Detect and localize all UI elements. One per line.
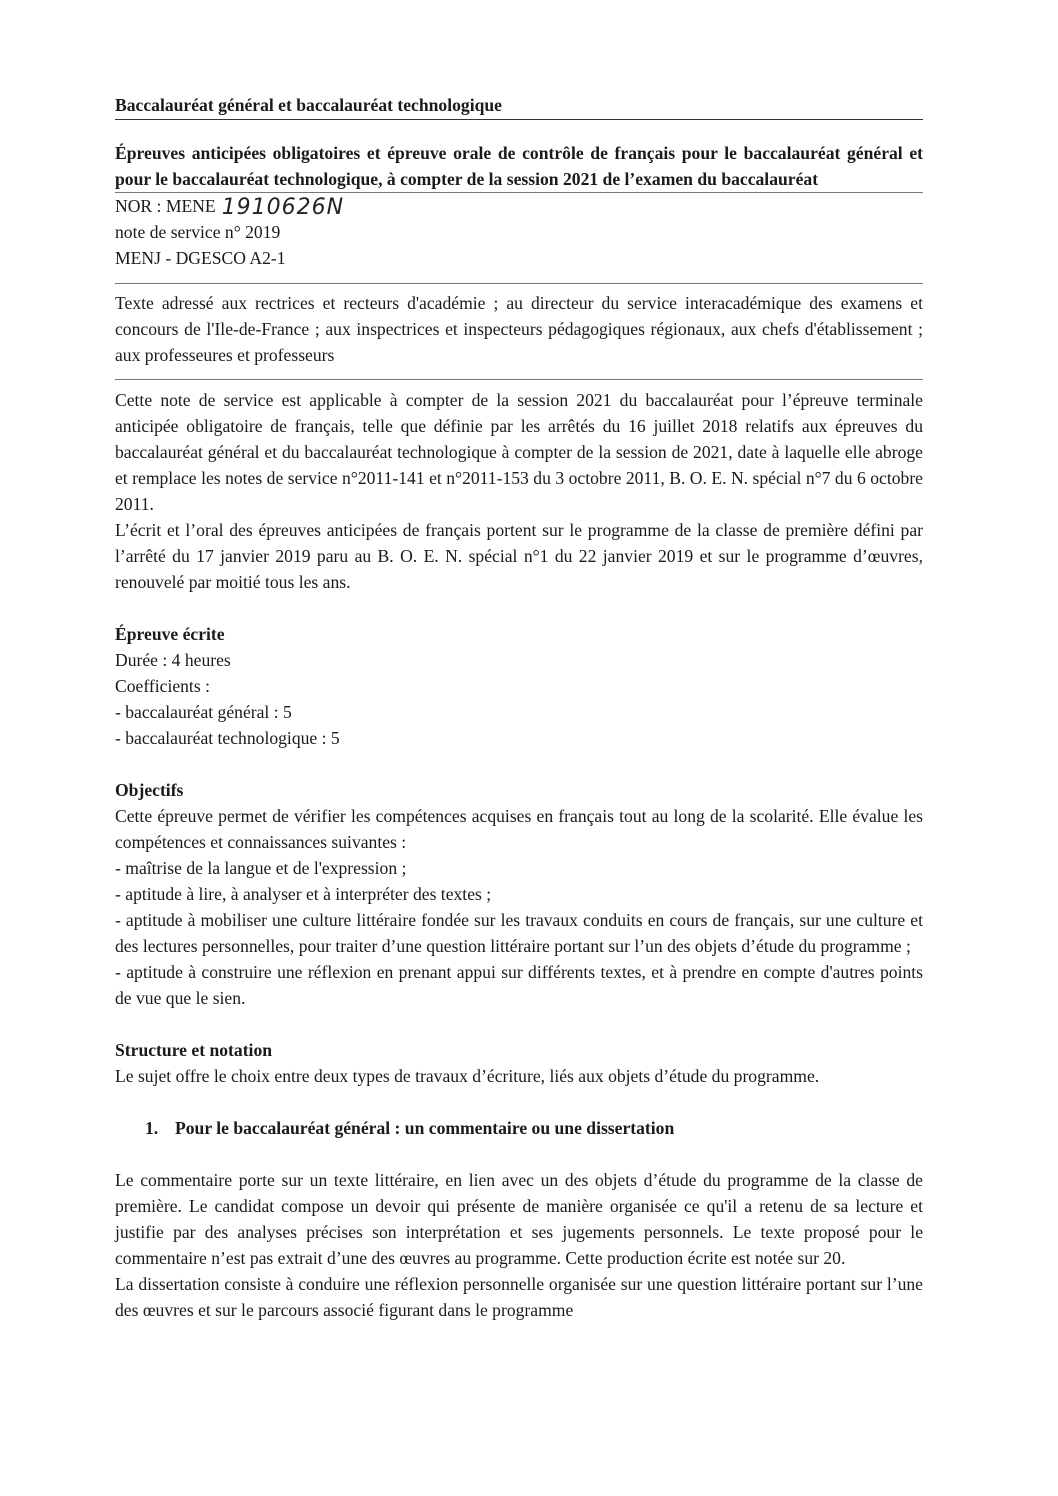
structure-text: Le sujet offre le choix entre deux types de travaux d’écriture, liés aux objets d’étude du programme. bbox=[115, 1066, 820, 1086]
intro-paragraph-2: L’écrit et l’oral des épreuves anticipées de français portent sur le programme de la classe de première défini par l’arrêté du 17 janvier 2019 paru au B. O. E. N. spécial n°1 du 22 janvier 2019 et sur le programme d’œuvres, renouvelé par moitié tous les ans. bbox=[115, 520, 923, 592]
objectif-item: - maîtrise de la langue et de l'expression ; bbox=[115, 858, 407, 878]
objectif-item: - aptitude à construire une réflexion en prenant appui sur différents textes, et à prendre en compte d'autres points de vue que le sien. bbox=[115, 962, 923, 1008]
objectifs-intro: Cette épreuve permet de vérifier les compétences acquises en français tout au long de la scolarité. Elle évalue les compétences et connaissances suivantes : bbox=[115, 806, 923, 852]
nor-label: NOR : MENE bbox=[115, 196, 216, 216]
document-body bbox=[115, 92, 923, 1323]
section-heading-objectifs: Objectifs bbox=[115, 780, 184, 800]
recipients-text: Texte adressé aux rectrices et recteurs d'académie ; au directeur du service interacadémique des examens et concours de l'Ile-de-France ; aux inspectrices et inspecteurs pédagogiques régionaux, aux chefs d'établissement ; aux professeures et professeurs bbox=[115, 293, 923, 365]
heading-text: Pour le baccalauréat général : un commentaire ou une dissertation bbox=[175, 1118, 675, 1138]
menj-line: MENJ - DGESCO A2-1 bbox=[115, 248, 286, 268]
intro-paragraph-1: Cette note de service est applicable à compter de la session 2021 du baccalauréat pour l’épreuve terminale anticipée obligatoire de français, telle que définie par les arrêtés du 16 juillet 2018 relatifs aux épreuves du baccalauréat général et du baccalauréat technologique à compter de la session de 2021, date à laquelle elle abroge et remplace les notes de service n°2011-141 et n°2011-153 du 3 octobre 2011, B. O. E. N. spécial n°7 du 6 octobre 2011. bbox=[115, 390, 923, 514]
section-heading-structure: Structure et notation bbox=[115, 1040, 273, 1060]
section-heading-epreuve-ecrite: Épreuve écrite bbox=[115, 624, 225, 644]
nor-line bbox=[115, 193, 923, 219]
heading-number: 1. bbox=[145, 1118, 159, 1138]
coef-general: - baccalauréat général : 5 bbox=[115, 702, 292, 722]
note-de-service: note de service n° 2019 bbox=[115, 222, 281, 242]
divider bbox=[115, 379, 923, 380]
dissertation-paragraph: La dissertation consiste à conduire une réflexion personnelle organisée sur une question littéraire portant sur l’une des œuvres et sur le parcours associé figurant dans le programme bbox=[115, 1274, 923, 1320]
nor-handwritten-number: 1910626N bbox=[221, 195, 345, 220]
duree-line: Durée : 4 heures bbox=[115, 650, 231, 670]
numbered-heading-1 bbox=[115, 1115, 923, 1141]
document-title: Épreuves anticipées obligatoires et épreuve orale de contrôle de français pour le baccalauréat général et pour le baccalauréat technologique, à compter de la session 2021 de l’examen du baccalauréat bbox=[115, 143, 923, 189]
commentaire-paragraph: Le commentaire porte sur un texte littéraire, en lien avec un des objets d’étude du programme de la classe de première. Le candidat compose un devoir qui présente de manière organisée ce qu'il a retenu de sa lecture et justifie par des analyses précises son interprétation et ses jugements personnels. Le texte proposé pour le commentaire n’est pas extrait d’une des œuvres au programme. Cette production écrite est notée sur 20. bbox=[115, 1170, 923, 1268]
coef-technologique: - baccalauréat technologique : 5 bbox=[115, 728, 340, 748]
coefficients-label: Coefficients : bbox=[115, 676, 210, 696]
objectif-item: - aptitude à mobiliser une culture littéraire fondée sur les travaux conduits en cours de français, sur une culture et des lectures personnelles, pour traiter d’une question littéraire portant sur l’un des objets d’étude du programme ; bbox=[115, 910, 923, 956]
divider bbox=[115, 283, 923, 284]
document-header: Baccalauréat général et baccalauréat technologique bbox=[115, 92, 923, 120]
objectif-item: - aptitude à lire, à analyser et à interpréter des textes ; bbox=[115, 884, 492, 904]
